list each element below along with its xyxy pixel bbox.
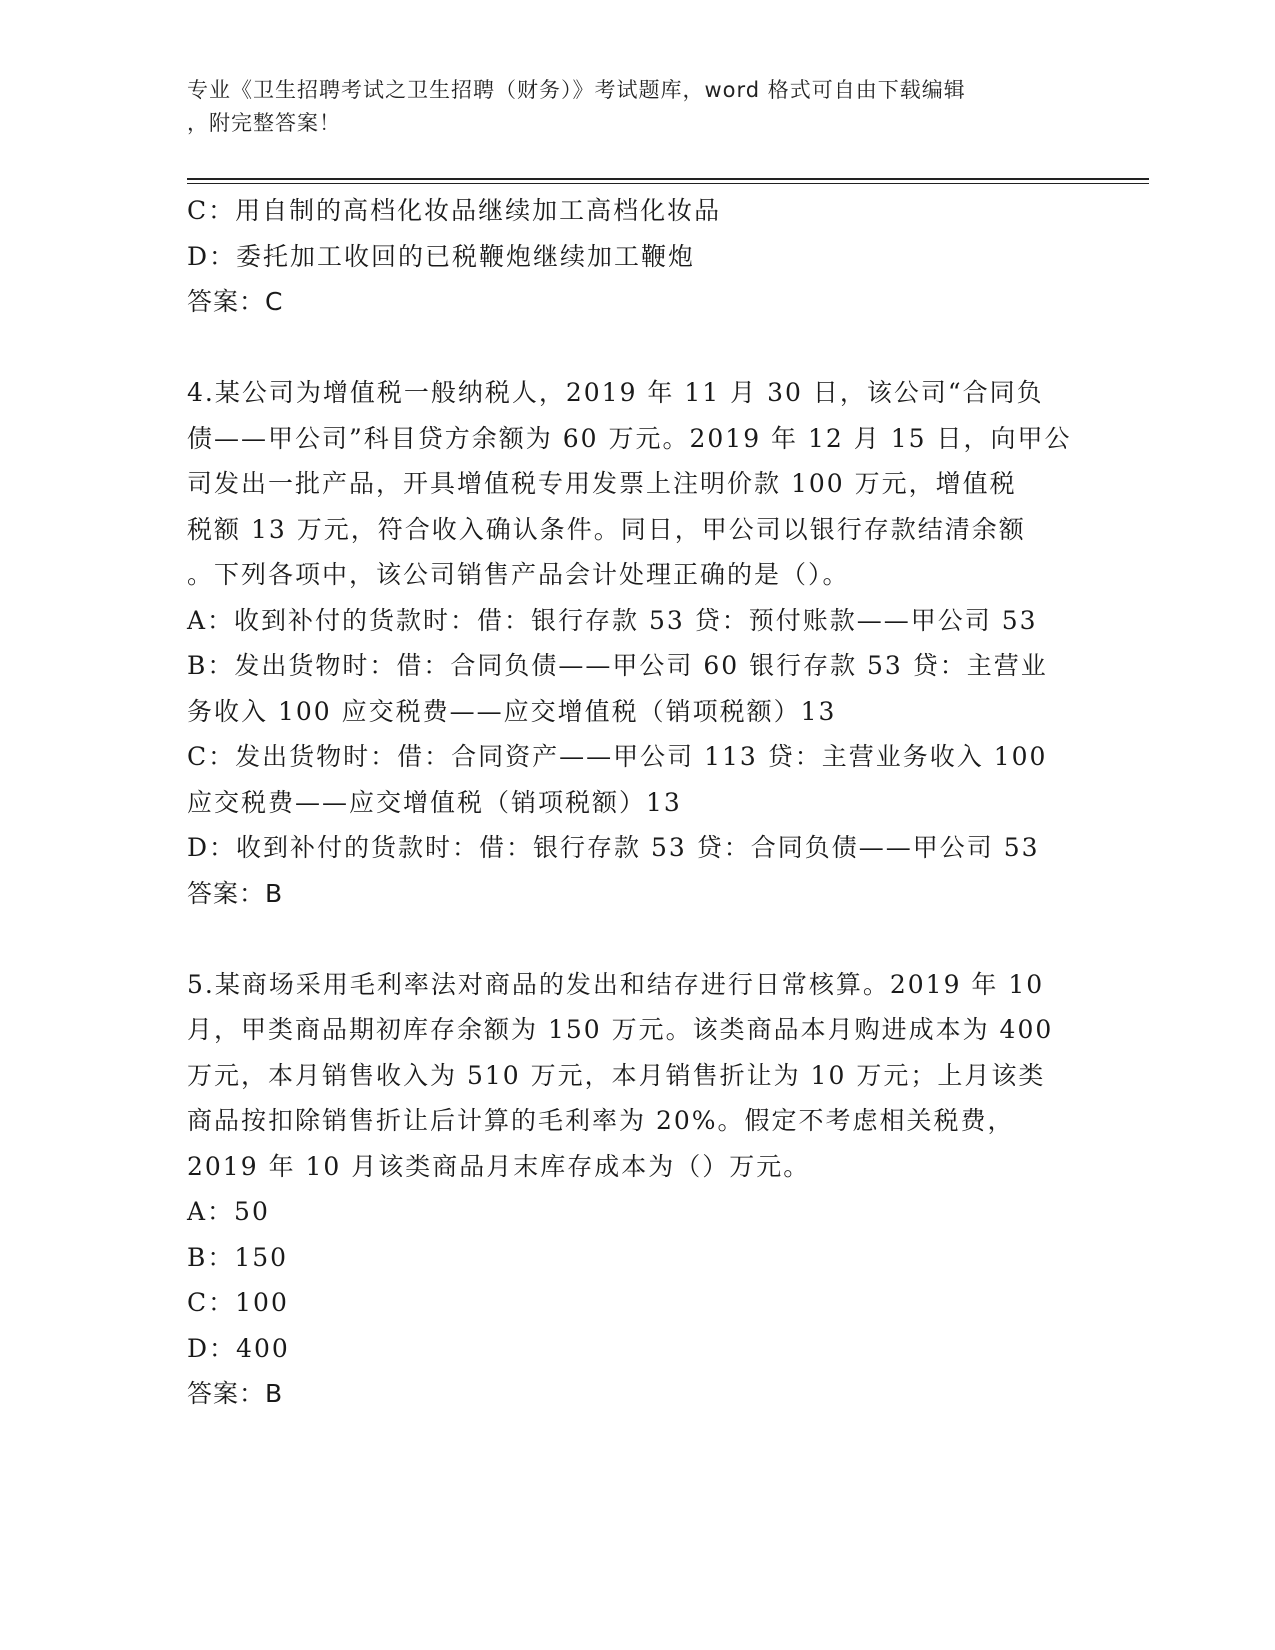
q4-option-c: C：发出货物时：借：合同资产——甲公司 113 贷：主营业务收入 100 xyxy=(187,742,1048,771)
q4-option-a: A：收到补付的货款时：借：银行存款 53 贷：预付账款——甲公司 53 xyxy=(187,605,1038,635)
header-divider-thick xyxy=(187,178,1149,180)
q4-option-d: D：收到补付的货款时：借：银行存款 53 贷：合同负债——甲公司 53 xyxy=(187,833,1040,862)
q3-option-d: D：委托加工收回的已税鞭炮继续加工鞭炮 xyxy=(187,241,696,271)
q5-stem-line: 月，甲类商品期初库存余额为 150 万元。该类商品本月购进成本为 400 xyxy=(187,1015,1054,1044)
q4-stem-line: 司发出一批产品，开具增值税专用发票上注明价款 100 万元，增值税 xyxy=(187,469,1017,498)
q5-option-d: D：400 xyxy=(187,1333,290,1363)
q5-option-b: B：150 xyxy=(187,1242,289,1272)
q4-stem-line: 。下列各项中，该公司销售产品会计处理正确的是（）。 xyxy=(187,560,850,589)
q4-stem-line: 4.某公司为增值税一般纳税人，2019 年 11 月 30 日，该公司“合同负 xyxy=(187,378,1044,407)
q4-option-b: B：发出货物时：借：合同负债——甲公司 60 银行存款 53 贷：主营业 xyxy=(187,651,1048,680)
header-line-2: ，附完整答案！ xyxy=(187,111,341,135)
question-5 xyxy=(187,962,1087,1417)
header-divider-thin xyxy=(187,183,1149,184)
q5-option-c: C：100 xyxy=(187,1288,289,1317)
q4-option-c-cont: 应交税费——应交增值税（销项税额）13 xyxy=(187,787,682,817)
q4-stem-line: 债——甲公司”科目贷方余额为 60 万元。2019 年 12 月 15 日，向甲公 xyxy=(187,423,1072,453)
spacer xyxy=(187,325,1087,371)
q5-stem-line: 2019 年 10 月该类商品月末库存成本为（）万元。 xyxy=(187,1151,811,1181)
q4-stem-line: 税额 13 万元，符合收入确认条件。同日，甲公司以银行存款结清余额 xyxy=(187,514,1026,544)
q5-stem-line: 商品按扣除销售折让后计算的毛利率为 20%。假定不考虑相关税费， xyxy=(187,1106,1015,1135)
question-content xyxy=(187,188,1087,1417)
q5-stem-line: 万元，本月销售收入为 510 万元，本月销售折让为 10 万元；上月该类 xyxy=(187,1060,1046,1090)
q5-answer: 答案：B xyxy=(187,1379,284,1408)
q3-answer: 答案：C xyxy=(187,287,284,316)
q5-option-a: A：50 xyxy=(187,1197,270,1226)
q5-stem-line: 5.某商场采用毛利率法对商品的发出和结存进行日常核算。2019 年 10 xyxy=(187,969,1045,999)
q4-option-b-cont: 务收入 100 应交税费——应交增值税（销项税额）13 xyxy=(187,696,837,726)
header-line-1: 专业《卫生招聘考试之卫生招聘（财务）》考试题库，word 格式可自由下载编辑 xyxy=(187,78,966,102)
q4-answer: 答案：B xyxy=(187,878,284,908)
question-4 xyxy=(187,370,1087,916)
page-header xyxy=(187,74,1087,140)
spacer xyxy=(187,916,1087,962)
q3-option-c: C：用自制的高档化妆品继续加工高档化妆品 xyxy=(187,196,722,225)
question-3 xyxy=(187,188,1087,325)
